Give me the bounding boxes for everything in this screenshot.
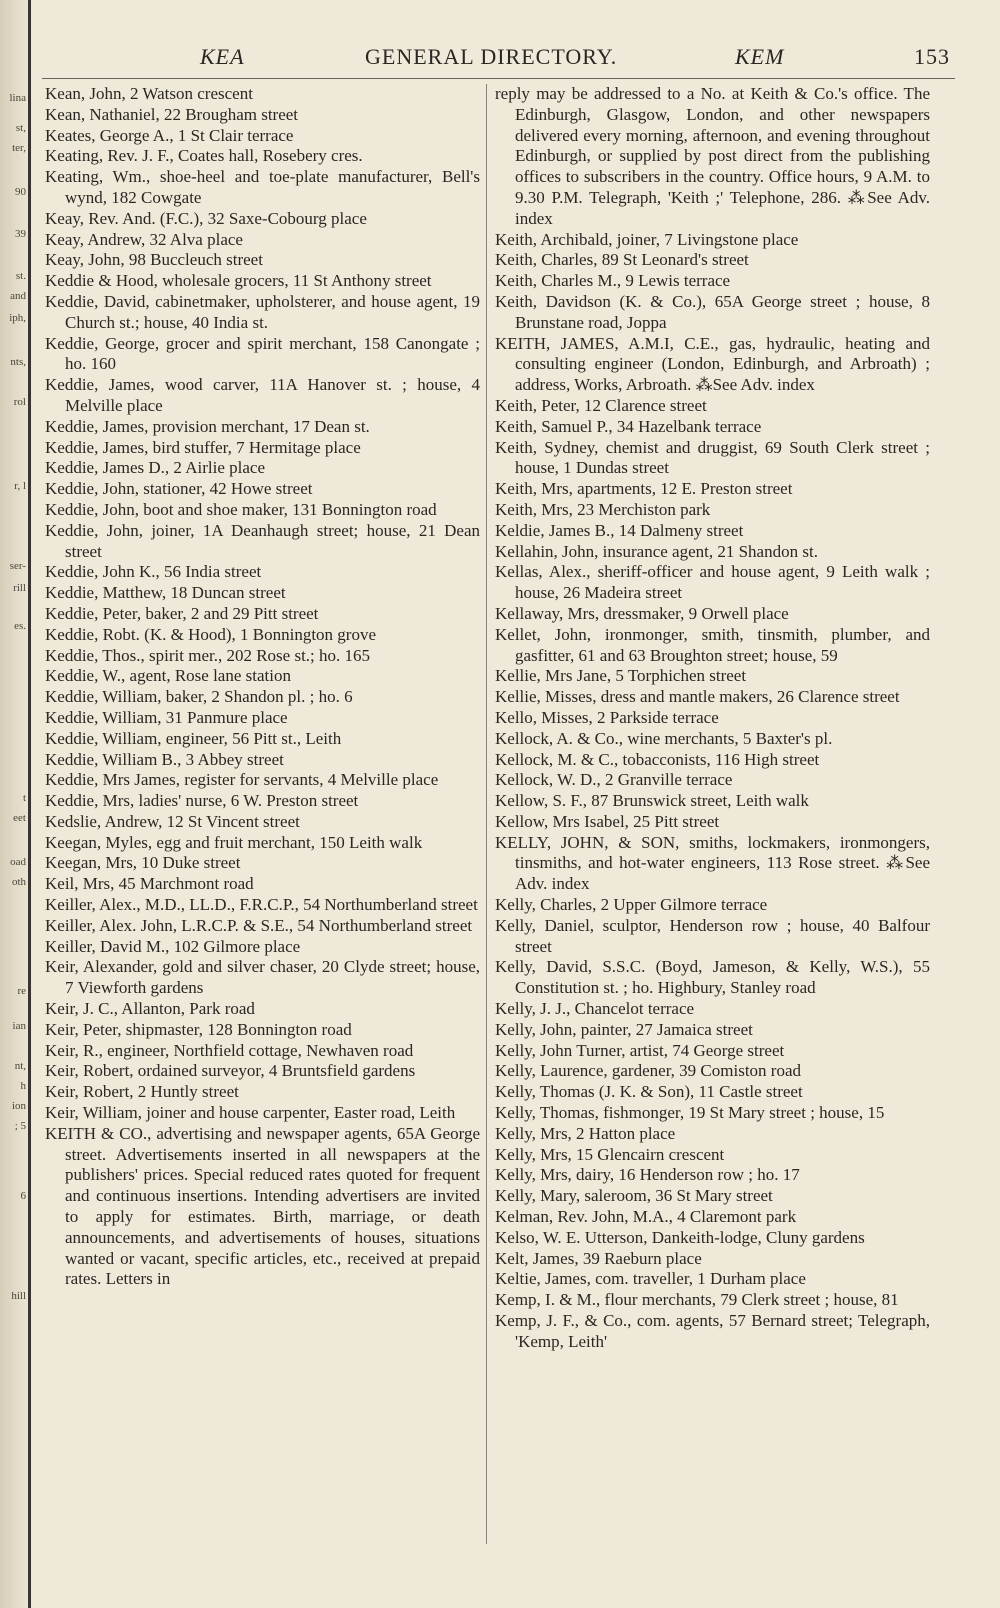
directory-entry: Keay, John, 98 Buccleuch street — [45, 250, 263, 270]
directory-entry: Kellie, Mrs Jane, 5 Torphichen street — [495, 666, 747, 686]
directory-entry: reply may be addressed to a No. at Keith & Co.'s office. The Edinburgh, Glasgow, London, and other newspapers delivered every morning, afternoon, and evening throughout Edinburgh, or supplied by post direct from the publishing offices to subscribers in the country. Office hours, 9 A.M. to 9.30 P.M. Telegraph, 'Keith ;' Telephone, 286. ⁂See Adv. index — [495, 84, 930, 228]
directory-entry: Kelly, Laurence, gardener, 39 Comiston road — [495, 1061, 801, 1081]
margin-fragment: hill — [11, 1290, 26, 1302]
directory-entry: Kellock, W. D., 2 Granville terrace — [495, 770, 733, 790]
directory-entry: Kelly, J. J., Chancelot terrace — [495, 999, 695, 1019]
directory-entry: Keith, Samuel P., 34 Hazelbank terrace — [495, 416, 762, 436]
column-separator — [486, 84, 487, 1544]
header-rule — [42, 78, 955, 79]
margin-fragment: oad — [10, 856, 26, 868]
directory-entry: Keith, Archibald, joiner, 7 Livingstone place — [495, 229, 799, 249]
directory-entry: Kellie, Misses, dress and mantle makers, 26 Clarence street — [495, 687, 900, 707]
directory-entry: Keith, Mrs, 23 Merchiston park — [495, 499, 711, 519]
directory-entry: Keir, Alexander, gold and silver chaser, 20 Clyde street; house, 7 Viewforth gardens — [45, 957, 480, 998]
directory-entry: Keiller, Alex. John, L.R.C.P. & S.E., 54 Northumberland street — [45, 915, 473, 935]
margin-fragment: and — [10, 290, 26, 302]
directory-entry: Keegan, Mrs, 10 Duke street — [45, 853, 241, 873]
directory-entry: Kean, Nathaniel, 22 Brougham street — [45, 104, 299, 124]
page-number: 153 — [914, 44, 950, 69]
directory-entry: Kean, John, 2 Watson crescent — [45, 84, 253, 103]
directory-entry: Kellow, S. F., 87 Brunswick street, Leith walk — [495, 791, 809, 811]
margin-fragment: st. — [15, 270, 26, 282]
margin-fragment: ion — [11, 1100, 26, 1112]
directory-entry: Keegan, Myles, egg and fruit merchant, 150 Leith walk — [45, 832, 423, 852]
directory-entry: Kelly, David, S.S.C. (Boyd, Jameson, & Kelly, W.S.), 55 Constitution st. ; ho. Highbury, Stanley road — [495, 957, 930, 998]
directory-entry: Kelly, Mrs, 2 Hatton place — [495, 1123, 676, 1143]
directory-entry: Keddie, James D., 2 Airlie place — [45, 458, 265, 478]
directory-entry: Keldie, James B., 14 Dalmeny street — [495, 520, 744, 540]
margin-fragment: oth — [11, 876, 26, 888]
margin-fragment: 39 — [15, 228, 26, 240]
directory-entry: Keir, R., engineer, Northfield cottage, Newhaven road — [45, 1040, 414, 1060]
directory-entry: Keddie, William, baker, 2 Shandon pl. ; ho. 6 — [45, 687, 353, 707]
directory-entry: Keith, Charles, 89 St Leonard's street — [495, 250, 749, 270]
directory-entry: Kellock, M. & C., tobacconists, 116 High street — [495, 749, 820, 769]
right-column — [495, 84, 930, 1353]
margin-fragment: iph, — [9, 312, 26, 324]
header-right: KEM — [735, 44, 785, 69]
margin-fragment: h — [20, 1080, 26, 1092]
margin-fragment: rol — [13, 396, 26, 408]
directory-entry: Kellaway, Mrs, dressmaker, 9 Orwell place — [495, 603, 789, 623]
margin-fragment: lina — [9, 92, 26, 104]
directory-entry: Keates, George A., 1 St Clair terrace — [45, 125, 294, 145]
margin-fragment: t — [22, 792, 26, 804]
directory-entry: Kellahin, John, insurance agent, 21 Shandon st. — [495, 541, 818, 561]
directory-entry: Kelt, James, 39 Raeburn place — [495, 1248, 702, 1268]
directory-entry: Kellet, John, ironmonger, smith, tinsmith, plumber, and gasfitter, 61 and 63 Broughton street; house, 59 — [495, 624, 930, 665]
directory-entry: Keiller, David M., 102 Gilmore place — [45, 936, 301, 956]
directory-entry: Keir, Peter, shipmaster, 128 Bonnington road — [45, 1019, 352, 1039]
directory-entry: KELLY, JOHN, & SON, smiths, lockmakers, ironmongers, tinsmiths, and hot-water engineers, 113 Rose street. ⁂See Adv. index — [495, 832, 930, 894]
directory-entry: Kellas, Alex., sheriff-officer and house agent, 9 Leith walk ; house, 26 Madeira street — [495, 562, 930, 603]
directory-entry: Kelly, John Turner, artist, 74 George street — [495, 1040, 785, 1060]
margin-fragment: ; 5 — [14, 1120, 26, 1132]
directory-entry: Keith, Mrs, apartments, 12 E. Preston street — [495, 479, 793, 499]
margin-fragment: es. — [14, 620, 26, 632]
directory-entry: Keith, Peter, 12 Clarence street — [495, 395, 707, 415]
directory-entry: Keay, Rev. And. (F.C.), 32 Saxe-Cobourg place — [45, 208, 367, 228]
directory-entry: Keddie, Robt. (K. & Hood), 1 Bonnington grove — [45, 624, 376, 644]
directory-entry: Keddie, Mrs, ladies' nurse, 6 W. Preston street — [45, 791, 359, 811]
margin-fragment: nt, — [14, 1060, 26, 1072]
directory-entry: Keddie, Matthew, 18 Duncan street — [45, 583, 286, 603]
directory-entry: Kelly, Charles, 2 Upper Gilmore terrace — [495, 895, 768, 915]
running-header — [40, 44, 960, 72]
directory-entry: KEITH, JAMES, A.M.I, C.E., gas, hydraulic, heating and consulting engineer (London, Edinburgh, and Arbroath) ; address, Works, Arbroath. ⁂See Adv. index — [495, 333, 930, 395]
directory-entry: Keddie, John, boot and shoe maker, 131 Bonnington road — [45, 499, 437, 519]
directory-entry: Kelso, W. E. Utterson, Dankeith-lodge, Cluny gardens — [495, 1227, 865, 1247]
directory-entry: Kemp, J. F., & Co., com. agents, 57 Bernard street; Telegraph, 'Kemp, Leith' — [495, 1311, 930, 1351]
directory-entry: Keil, Mrs, 45 Marchmont road — [45, 874, 254, 894]
directory-entry: KEITH & CO., advertising and newspaper agents, 65A George street. Advertisements inserted in all newspapers at the publishers' prices. Special reduced rates quoted for frequent and continuous insertions. Intending advertisers are invited to apply for estimates. Birth, marriage, or death announcements, and advertisements of houses, situations wanted or vacant, specific articles, etc., received at prepaid rates. Letters in — [45, 1123, 480, 1289]
margin-fragment: ter, — [12, 142, 26, 154]
header-left: KEA — [200, 44, 245, 69]
directory-entry: Kelly, Thomas (J. K. & Son), 11 Castle street — [495, 1082, 803, 1102]
margin-fragment: ser- — [9, 560, 26, 572]
margin-fragment: st, — [15, 122, 26, 134]
directory-entry: Kellock, A. & Co., wine merchants, 5 Baxter's pl. — [495, 728, 833, 748]
directory-entry: Keddie, John, joiner, 1A Deanhaugh street; house, 21 Dean street — [45, 520, 480, 561]
margin-fragment: 90 — [15, 186, 26, 198]
left-column — [45, 84, 480, 1290]
margin-fragment: re — [17, 985, 26, 997]
directory-entry: Keddie, James, provision merchant, 17 Dean st. — [45, 416, 370, 436]
directory-entry: Kello, Misses, 2 Parkside terrace — [495, 707, 719, 727]
directory-entry: Keddie, John K., 56 India street — [45, 562, 262, 582]
directory-entry: Keddie, Peter, baker, 2 and 29 Pitt street — [45, 603, 319, 623]
directory-entry: Keith, Davidson (K. & Co.), 65A George street ; house, 8 Brunstane road, Joppa — [495, 291, 930, 332]
gutter-rule — [28, 0, 31, 1608]
directory-entry: Keddie, George, grocer and spirit merchant, 158 Canongate ; ho. 160 — [45, 333, 480, 374]
directory-entry: Keith, Charles M., 9 Lewis terrace — [495, 271, 731, 291]
directory-entry: Keay, Andrew, 32 Alva place — [45, 229, 243, 249]
directory-entry: Kelly, Mary, saleroom, 36 St Mary street — [495, 1186, 773, 1206]
directory-entry: Keir, Robert, ordained surveyor, 4 Bruntsfield gardens — [45, 1061, 416, 1081]
directory-entry: Kelly, Thomas, fishmonger, 19 St Mary street ; house, 15 — [495, 1103, 885, 1123]
directory-entry: Keir, William, joiner and house carpenter, Easter road, Leith — [45, 1103, 456, 1123]
directory-entry: Keddie & Hood, wholesale grocers, 11 St Anthony street — [45, 271, 432, 291]
directory-entry: Keddie, James, bird stuffer, 7 Hermitage place — [45, 437, 361, 457]
directory-entry: Keddie, John, stationer, 42 Howe street — [45, 479, 313, 499]
directory-entry: Keddie, Mrs James, register for servants, 4 Melville place — [45, 770, 439, 790]
directory-entry: Keddie, Thos., spirit mer., 202 Rose st.; ho. 165 — [45, 645, 371, 665]
directory-entry: Keddie, William, engineer, 56 Pitt st., Leith — [45, 728, 342, 748]
directory-entry: Keddie, William B., 3 Abbey street — [45, 749, 284, 769]
directory-entry: Keir, Robert, 2 Huntly street — [45, 1082, 239, 1102]
directory-entry: Kelly, Mrs, dairy, 16 Henderson row ; ho. 17 — [495, 1165, 800, 1185]
margin-fragment: eet — [13, 812, 26, 824]
margin-fragment: nts, — [10, 356, 26, 368]
margin-fragment: rill — [13, 582, 26, 594]
directory-entry: Kelly, Mrs, 15 Glencairn crescent — [495, 1144, 725, 1164]
directory-entry: Keddie, William, 31 Panmure place — [45, 707, 288, 727]
directory-entry: Keddie, James, wood carver, 11A Hanover st. ; house, 4 Melville place — [45, 375, 480, 415]
directory-entry: Kelman, Rev. John, M.A., 4 Claremont park — [495, 1207, 797, 1227]
directory-entry: Keating, Wm., shoe-heel and toe-plate manufacturer, Bell's wynd, 182 Cowgate — [45, 167, 480, 207]
margin-fragment: ian — [12, 1020, 26, 1032]
directory-entry: Keith, Sydney, chemist and druggist, 69 South Clerk street ; house, 1 Dundas street — [495, 437, 930, 478]
directory-columns — [45, 84, 960, 1544]
header-title: GENERAL DIRECTORY. — [365, 44, 618, 69]
directory-entry: Kellow, Mrs Isabel, 25 Pitt street — [495, 811, 720, 831]
directory-entry: Keiller, Alex., M.D., LL.D., F.R.C.P., 54 Northumberland street — [45, 895, 478, 915]
directory-entry: Kelly, Daniel, sculptor, Henderson row ; house, 40 Balfour street — [495, 915, 930, 956]
directory-entry: Keir, J. C., Allanton, Park road — [45, 999, 255, 1019]
margin-fragment: r, l — [14, 480, 26, 492]
directory-entry: Kelly, John, painter, 27 Jamaica street — [495, 1019, 753, 1039]
directory-entry: Keddie, W., agent, Rose lane station — [45, 666, 291, 686]
directory-entry: Keddie, David, cabinetmaker, upholsterer, and house agent, 19 Church st.; house, 40 India st. — [45, 291, 480, 332]
margin-fragment: 6 — [20, 1190, 26, 1202]
directory-entry: Keating, Rev. J. F., Coates hall, Rosebery cres. — [45, 146, 363, 166]
directory-entry: Kedslie, Andrew, 12 St Vincent street — [45, 811, 300, 831]
directory-entry: Kemp, I. & M., flour merchants, 79 Clerk street ; house, 81 — [495, 1290, 899, 1310]
directory-entry: Keltie, James, com. traveller, 1 Durham place — [495, 1269, 806, 1289]
